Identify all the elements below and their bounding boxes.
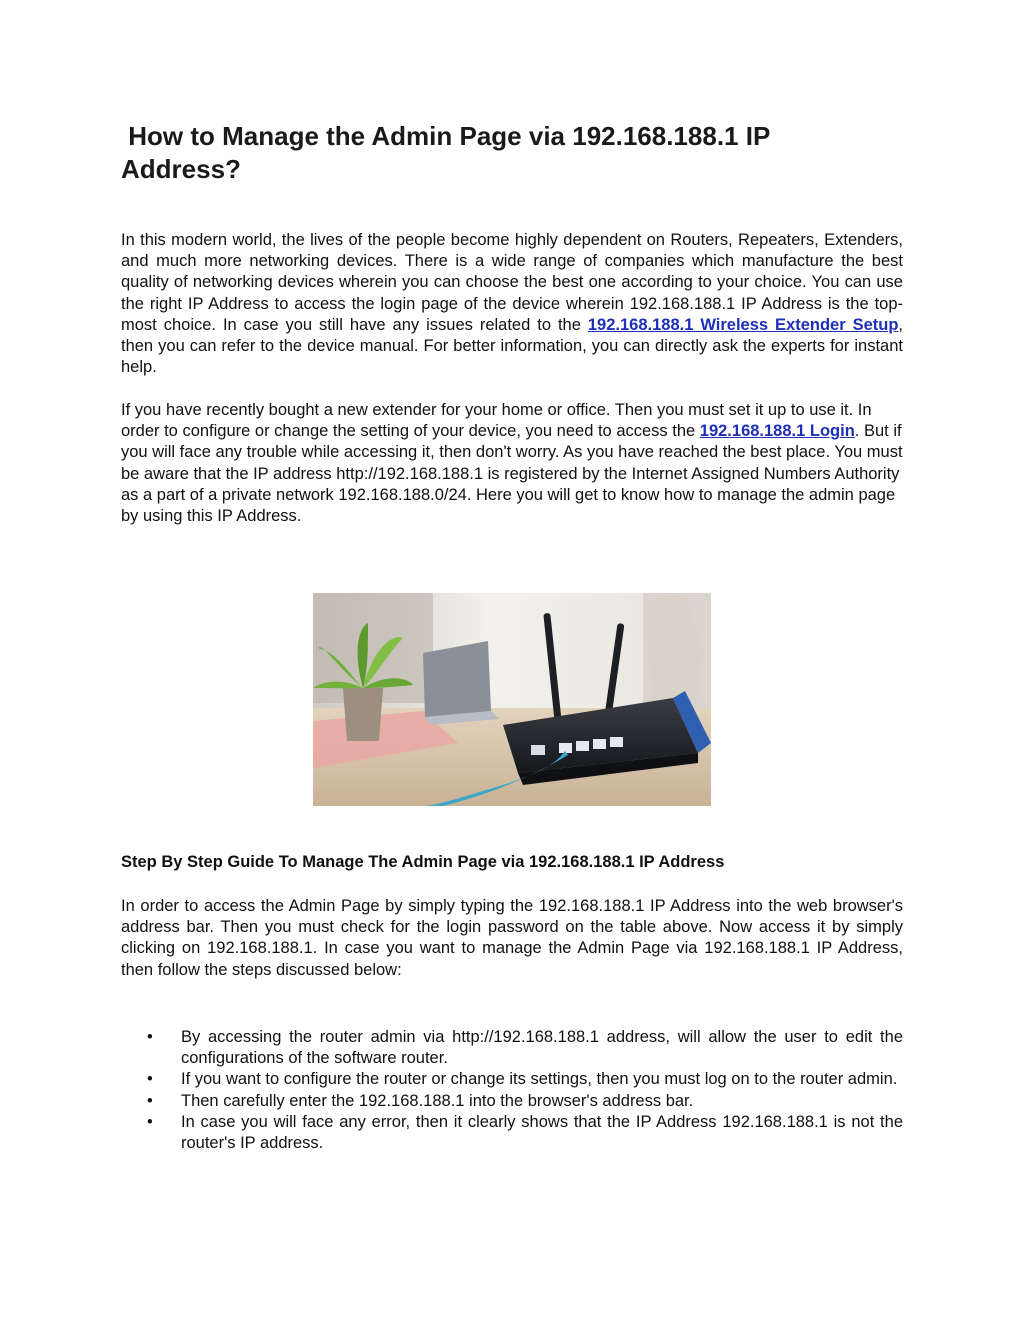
list-item	[121, 1069, 903, 1090]
guide-heading: Step By Step Guide To Manage The Admin Page via 192.168.188.1 IP Address	[121, 853, 725, 871]
router-photo	[313, 593, 711, 806]
list-item	[121, 1091, 903, 1112]
setup-text-1: If you have recently bought a new extender for your home or office. Then you must set it up to use it. In order to configure or change the setting of your device, you need to access the	[121, 401, 872, 441]
list-item-text: In case you will face any error, then it clearly shows that the IP Address 192.168.188.1 is not the router's IP address.	[181, 1112, 903, 1153]
steps-list	[121, 1027, 903, 1154]
setup-paragraph	[121, 400, 903, 527]
list-item	[121, 1027, 903, 1069]
intro-text-2: , then you can refer to the device manual. For better information, you can directly ask the experts for instant help.	[121, 315, 904, 377]
bullet-icon: •	[147, 1112, 153, 1131]
list-item-text: By accessing the router admin via http://192.168.188.1 address, will allow the user to edit the configurations of the software router.	[181, 1028, 903, 1068]
bullet-icon: •	[147, 1028, 153, 1046]
list-item-text: Then carefully enter the 192.168.188.1 into the browser's address bar.	[181, 1091, 694, 1110]
bullet-icon: •	[147, 1091, 153, 1110]
setup-text-2: . But if you will face any trouble while accessing it, then don't worry. As you have reached the best place. You must be aware that the IP address http://192.168.188.1 is registered by the Internet Assigned Numbers Authority as a part of a private network 192.168.188.0/24. Here you will get to know how to manage the admin page by using this IP Address.	[121, 422, 903, 526]
page-title: How to Manage the Admin Page via 192.168.188.1 IP Address?	[121, 121, 770, 184]
intro-paragraph	[121, 230, 903, 378]
wireless-extender-setup-link[interactable]: 192.168.188.1 Wireless Extender Setup	[587, 315, 899, 334]
intro-text-1: In this modern world, the lives of the people become highly dependent on Routers, Repeaters, Extenders, and much more networking devices. There is a wide range of companies which manufacture the best quality of networking devices wherein you can choose the best one according to your choice. You can use the right IP Address to access the login page of the device wherein 192.168.188.1 IP Address is the top-most choice. In case you still have any issues related to the	[121, 231, 903, 334]
guide-paragraph: In order to access the Admin Page by simply typing the 192.168.188.1 IP Address into the web browser's address bar. Then you must check for the login password on the table above. Now access it by simply clicking on 192.168.188.1. In case you want to manage the Admin Page via 192.168.188.1 IP Address, then follow the steps discussed below:	[121, 897, 903, 979]
bullet-icon: •	[147, 1070, 153, 1089]
list-item-text: If you want to configure the router or change its settings, then you must log on to the router admin.	[181, 1070, 898, 1089]
list-item	[121, 1112, 903, 1154]
login-link[interactable]: 192.168.188.1 Login	[699, 422, 855, 441]
